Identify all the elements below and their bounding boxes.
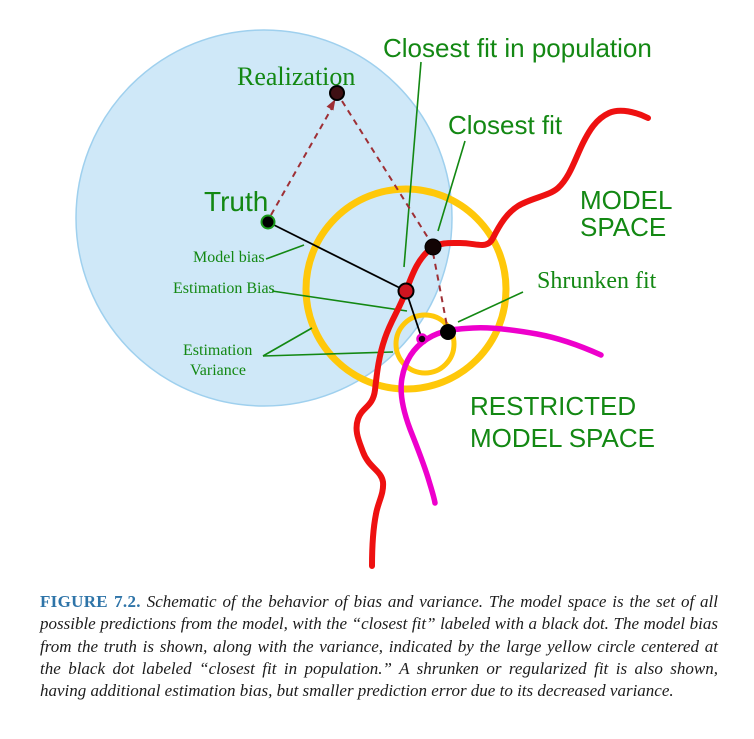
figure-caption [40,591,718,702]
label-restricted-line2: MODEL SPACE [470,423,655,453]
label-estimation-variance-line1: Estimation [183,342,253,359]
closest-fit-population-dot [399,284,414,299]
label-restricted-line1: RESTRICTED [470,391,637,421]
label-model-space-line2: SPACE [580,212,667,242]
label-model-space-line1: MODEL [580,185,673,215]
figure-caption-number: FIGURE 7.2. [40,592,141,611]
label-realization: Realization [237,62,356,91]
figure-caption-text: Schematic of the behavior of bias and variance. The model space is the set of all possible predictions from the model, with the “closest fit” labeled with a black dot. The model bias from the truth is shown, along with the variance, indicated by the large yellow circle centered at the black dot labeled “closest fit in population.” A shrunken or regularized fit is also shown, having additional estimation bias, but smaller prediction error due to its decreased variance. [40,592,719,701]
closest-fit-dot [425,239,441,255]
leader-shrunken-fit [458,292,523,322]
label-estimation-variance-line2: Variance [190,362,246,379]
label-closest-fit: Closest fit [448,110,563,140]
label-truth: Truth [204,186,269,217]
truth-dot [262,216,275,229]
label-closest-fit-population: Closest fit in population [383,33,652,63]
label-estimation-bias: Estimation Bias [173,280,275,297]
label-model-bias: Model bias [193,249,265,266]
shrunken-fit-dot [440,324,456,340]
restricted-closest-fit-dot [418,335,427,344]
label-shrunken-fit: Shrunken fit [537,268,657,294]
